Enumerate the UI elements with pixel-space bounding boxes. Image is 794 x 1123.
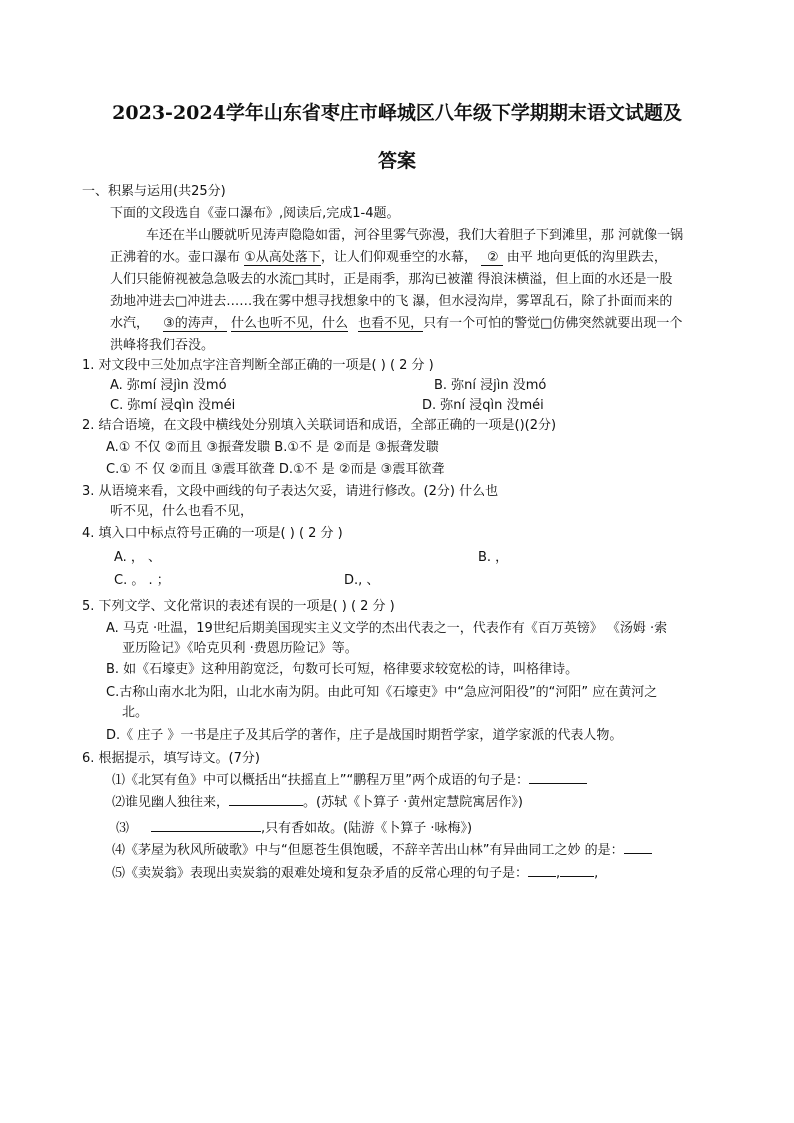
blank-2: ② — [481, 251, 503, 266]
option-a: A. 马克 ·吐温，19世纪后期美国现实主义文学的杰出代表之一，代表作有《百万英镑》 《汤姆 ·索 — [106, 621, 668, 636]
prompt-text: ,只有香如故。(陆游《卜算子 ·咏梅》) — [261, 821, 473, 836]
question-3-stem: 3. 从语境来看，文段中画线的句子表达欠妥，请进行修改。(2分) 什么也 — [82, 484, 499, 499]
passage-line: 洪峰将我们吞没。 — [110, 338, 215, 353]
option-d: D., 、 — [344, 573, 380, 588]
passage-text: 水汽， — [110, 316, 150, 331]
underlined-sentence: 也看不见， — [358, 316, 424, 331]
underlined-text: ①从高处落下 — [244, 250, 321, 265]
passage-text: 由平 地向更低的沟里跌去， — [506, 250, 667, 265]
option-b: B. ， — [478, 550, 509, 565]
option-a: A. 弥mí 浸jìn 没mó — [110, 378, 227, 393]
option-c: C. 弥mí 浸qìn 没méi — [110, 398, 236, 413]
fill-line-2 — [112, 793, 523, 811]
fill-line-4 — [112, 841, 652, 859]
fill-line-5: ⑸《卖炭翁》表现出卖炭翁的艰难处境和复杂矛盾的反常心理的句子是： , , — [112, 866, 599, 881]
option-d: D. 弥ní 浸qìn 没méi — [422, 398, 544, 413]
prompt-text: ⑷《茅屋为秋风所破歌》中与“但愿苍生俱饱暖，不辞辛苦出山林”有异曲同工之妙 的是： — [112, 843, 624, 858]
underlined-sentence: 什么也听不见，什么 — [230, 316, 348, 331]
prompt-text: ⑴《北冥有鱼》中可以概括出“扶摇直上”“鹏程万里”两个成语的句子是： — [112, 773, 529, 788]
option-a: A. ， 、 — [114, 550, 162, 565]
answer-blank[interactable] — [229, 793, 303, 806]
answer-blank[interactable] — [560, 864, 594, 877]
question-4-stem: 4. 填入口中标点符号正确的一项是( ) ( 2 分 ) — [82, 526, 343, 541]
option-c: C.古称山南水北为阳，山北水南为阴。由此可知《石壕吏》中“急应河阳役”的“河阳” 应在黄河之 — [106, 685, 658, 700]
section-heading: 一、积累与运用(共25分) — [82, 184, 226, 199]
passage-line: 人们只能俯视被急急吸去的水流□其时，正是雨季，那沟已被灌 得浪沫横溢，但上面的水还是一股 — [110, 272, 673, 287]
option-c: C. 。 . ； — [114, 573, 170, 588]
answer-blank[interactable] — [624, 841, 652, 854]
fill-line-3 — [116, 819, 472, 837]
fill-line-1 — [112, 771, 587, 789]
option-d: D.《 庄子 》一书是庄子及其后学的著作，庄子是战国时期哲学家，道学家派的代表人物。 — [106, 728, 623, 743]
passage-line: 车还在半山腰就听见涛声隐隐如雷，河谷里雾气弥漫，我们大着胆子下到滩里，那 河就像一锅 — [146, 228, 684, 243]
options-ab: A.① 不仅 ②而且 ③振聋发聩 B.①不 是 ②而是 ③振聋发聩 — [106, 440, 439, 455]
option-b: B. 弥ní 浸jìn 没mó — [434, 378, 547, 393]
passage-line: 劲地冲进去□冲进去……我在雾中想寻找想象中的飞 瀑，但水浸沟岸，雾罩乱石，除了扑面而来的 — [110, 294, 673, 309]
question-5-stem: 5. 下列文学、文化常识的表述有误的一项是( ) ( 2 分 ) — [82, 599, 395, 614]
option-a-cont: 亚历险记》《哈克贝利 ·费恩历险记》等。 — [122, 641, 358, 656]
passage-text: 正沸着的水。壶口瀑布 — [110, 250, 241, 265]
passage-line — [110, 249, 667, 266]
options-cd: C.① 不 仅 ②而且 ③震耳欲聋 D.①不 是 ②而是 ③震耳欲聋 — [106, 462, 445, 477]
passage-text: ，让人们仰观垂空的水幕， — [320, 250, 477, 265]
answer-blank[interactable] — [528, 864, 556, 877]
page-title-cont: 答案 — [377, 150, 416, 172]
blank-3: ③的涛声， — [163, 316, 227, 331]
passage-text: 只有一个可怕的警觉□仿佛突然就要出现一个 — [423, 316, 683, 331]
option-c-cont: 北。 — [122, 705, 149, 720]
answer-blank[interactable] — [151, 819, 261, 832]
option-b: B. 如《石壕吏》这种用韵宽泛，句数可长可短，格律要求较宽松的诗，叫格律诗。 — [106, 662, 579, 677]
question-2-stem: 2. 结合语境，在文段中横线处分别填入关联词语和成语，全部正确的一项是()(2分) — [82, 418, 557, 433]
prompt-text: 。(苏轼《卜算子 ·黄州定慧院寓居作》) — [303, 795, 523, 810]
prompt-text: ⑵谁见幽人独往来， — [112, 795, 230, 810]
page-title: 2023-2024学年山东省枣庄市峄城区八年级下学期期末语文试题及 — [112, 102, 682, 124]
question-3-cont: 听不见，什么也看不见， — [110, 504, 254, 519]
passage-line — [110, 315, 682, 332]
passage-intro: 下面的文段选自《壶口瀑布》,阅读后,完成1-4题。 — [110, 206, 400, 221]
prompt-text: ⑸《卖炭翁》表现出卖炭翁的艰难处境和复杂矛盾的反常心理的句子是： — [112, 866, 529, 881]
question-1-stem: 1. 对文段中三处加点字注音判断全部正确的一项是( ) ( 2 分 ) — [82, 358, 434, 373]
question-6-stem: 6. 根据提示，填写诗文。(7分) — [82, 751, 260, 766]
answer-blank[interactable] — [529, 771, 587, 784]
prompt-text: , — [594, 866, 599, 881]
prompt-text: ⑶ — [116, 821, 130, 836]
